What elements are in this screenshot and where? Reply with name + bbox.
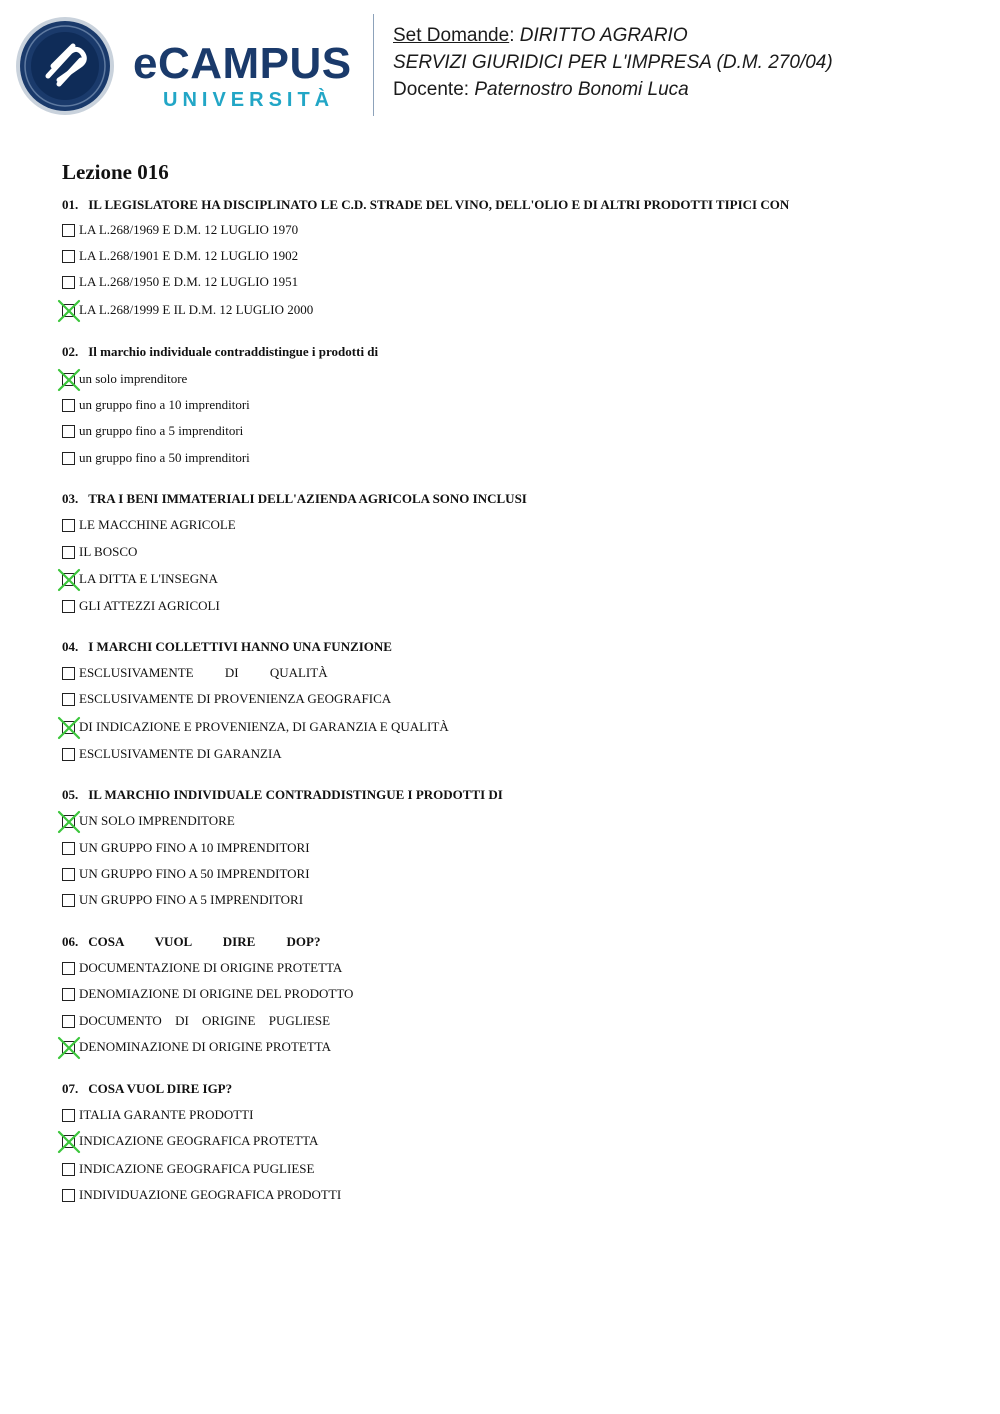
option-text: un solo imprenditore [79,371,188,386]
option-text: DENOMIAZIONE DI ORIGINE DEL PRODOTTO [79,986,354,1001]
question-number: 02. [62,344,79,359]
answer-option[interactable] [62,1186,341,1204]
answer-option[interactable] [62,597,220,615]
checkbox[interactable] [62,425,75,438]
option-text: DENOMINAZIONE DI ORIGINE PROTETTA [79,1039,332,1054]
answer-option[interactable] [62,690,391,708]
answer-option[interactable] [62,247,298,265]
checkbox[interactable] [62,250,75,263]
question-text: IL LEGISLATORE HA DISCIPLINATO LE C.D. STRADE DEL VINO, DELL'OLIO E DI ALTRI PRODOTTI TIPICI CON [88,197,790,212]
brand-subtitle: UNIVERSITÀ [163,89,335,111]
option-text: ESCLUSIVAMENTE DI QUALITÀ [79,665,328,680]
checkbox[interactable] [62,1163,75,1176]
question-7 [62,1081,232,1097]
teacher-label: Docente: [393,79,470,100]
answer-option[interactable] [62,273,298,291]
answer-option[interactable] [62,1106,253,1124]
question-3 [62,491,527,507]
option-text: LE MACCHINE AGRICOLE [79,517,236,532]
question-text: Il marchio individuale contraddistingue i prodotti di [88,344,379,359]
checkbox[interactable] [62,546,75,559]
question-number: 05. [62,787,79,802]
checkbox[interactable] [62,962,75,975]
checkbox[interactable] [62,1109,75,1122]
option-text: DOCUMENTAZIONE DI ORIGINE PROTETTA [79,960,343,975]
checkbox[interactable] [62,452,75,465]
course-name: SERVIZI GIURIDICI PER L'IMPRESA (D.M. 270/04) [393,52,833,73]
checked-checkbox[interactable] [62,573,75,586]
checkbox[interactable] [62,399,75,412]
set-label: Set Domande [393,25,510,46]
option-text: INDICAZIONE GEOGRAFICA PROTETTA [79,1133,319,1148]
option-text: ITALIA GARANTE PRODOTTI [79,1107,254,1122]
checkbox[interactable] [62,276,75,289]
answer-option[interactable] [62,396,250,414]
brand-logo [133,40,352,112]
university-seal-icon [15,16,115,116]
option-text: LA L.268/1950 E D.M. 12 LUGLIO 1951 [79,274,299,289]
answer-option[interactable] [62,1038,331,1056]
checkbox[interactable] [62,224,75,237]
answer-option[interactable] [62,865,310,883]
teacher-line [393,76,833,103]
option-text: DI INDICAZIONE E PROVENIENZA, DI GARANZIA E QUALITÀ [79,719,449,734]
option-text: UN GRUPPO FINO A 10 IMPRENDITORI [79,840,310,855]
checkbox[interactable] [62,519,75,532]
answer-option[interactable] [62,1012,330,1030]
checkbox[interactable] [62,894,75,907]
answer-option[interactable] [62,718,449,736]
answer-option[interactable] [62,745,282,763]
option-text: UN GRUPPO FINO A 5 IMPRENDITORI [79,892,304,907]
answer-option[interactable] [62,664,328,682]
question-text: I MARCHI COLLETTIVI HANNO UNA FUNZIONE [88,639,392,654]
checked-checkbox[interactable] [62,373,75,386]
question-number: 06. [62,934,79,949]
checkbox[interactable] [62,988,75,1001]
header-divider [373,14,374,116]
option-text: un gruppo fino a 5 imprenditori [79,423,244,438]
checkbox[interactable] [62,667,75,680]
option-text: LA L.268/1969 E D.M. 12 LUGLIO 1970 [79,222,299,237]
subject-name: DIRITTO AGRARIO [519,25,688,46]
option-text: INDIVIDUAZIONE GEOGRAFICA PRODOTTI [79,1187,342,1202]
brand-name: eCAMPUS [133,39,352,88]
checkbox[interactable] [62,693,75,706]
question-text: IL MARCHIO INDIVIDUALE CONTRADDISTINGUE I PRODOTTI DI [88,787,503,802]
option-text: UN GRUPPO FINO A 50 IMPRENDITORI [79,866,310,881]
course-info [393,22,833,103]
checked-checkbox[interactable] [62,304,75,317]
checkbox[interactable] [62,868,75,881]
option-text: IL BOSCO [79,544,138,559]
question-number: 04. [62,639,79,654]
answer-option[interactable] [62,812,235,830]
answer-option[interactable] [62,543,137,561]
question-2 [62,344,378,360]
answer-option[interactable] [62,370,187,388]
question-text: COSA VUOL DIRE IGP? [88,1081,233,1096]
question-number: 01. [62,197,79,212]
answer-option[interactable] [62,221,298,239]
checkbox[interactable] [62,1189,75,1202]
answer-option[interactable] [62,985,353,1003]
answer-option[interactable] [62,1132,318,1150]
answer-option[interactable] [62,449,250,467]
option-text: LA L.268/1999 E IL D.M. 12 LUGLIO 2000 [79,302,314,317]
checked-checkbox[interactable] [62,1135,75,1148]
checkbox[interactable] [62,600,75,613]
answer-option[interactable] [62,422,243,440]
option-text: INDICAZIONE GEOGRAFICA PUGLIESE [79,1161,315,1176]
option-text: DOCUMENTO DI ORIGINE PUGLIESE [79,1013,331,1028]
option-text: un gruppo fino a 10 imprenditori [79,397,250,412]
question-5 [62,787,503,803]
answer-option[interactable] [62,1160,314,1178]
question-text: COSA VUOL DIRE DOP? [88,934,321,949]
option-text: LA DITTA E L'INSEGNA [79,571,218,586]
answer-option[interactable] [62,959,342,977]
answer-option[interactable] [62,516,236,534]
option-text: ESCLUSIVAMENTE DI GARANZIA [79,746,282,761]
answer-option[interactable] [62,301,313,319]
question-text: TRA I BENI IMMATERIALI DELL'AZIENDA AGRICOLA SONO INCLUSI [88,491,527,506]
question-4 [62,639,392,655]
option-text: UN SOLO IMPRENDITORE [79,813,235,828]
lesson-title: Lezione 016 [62,160,169,184]
subject-line: Set Domande: DIRITTO AGRARIO [393,25,688,46]
question-6 [62,934,320,950]
question-number: 03. [62,491,79,506]
checked-checkbox[interactable] [62,721,75,734]
option-text: GLI ATTEZZI AGRICOLI [79,598,220,613]
teacher-name: Paternostro Bonomi Luca [474,79,689,100]
question-1 [62,197,789,213]
answer-option[interactable] [62,891,303,909]
checked-checkbox[interactable] [62,1041,75,1054]
question-number: 07. [62,1081,79,1096]
option-text: LA L.268/1901 E D.M. 12 LUGLIO 1902 [79,248,299,263]
option-text: ESCLUSIVAMENTE DI PROVENIENZA GEOGRAFICA [79,691,392,706]
checkbox[interactable] [62,1015,75,1028]
checkbox[interactable] [62,842,75,855]
answer-option[interactable] [62,570,218,588]
course-line [393,49,833,76]
answer-option[interactable] [62,839,310,857]
option-text: un gruppo fino a 50 imprenditori [79,450,250,465]
checked-checkbox[interactable] [62,815,75,828]
checkbox[interactable] [62,748,75,761]
